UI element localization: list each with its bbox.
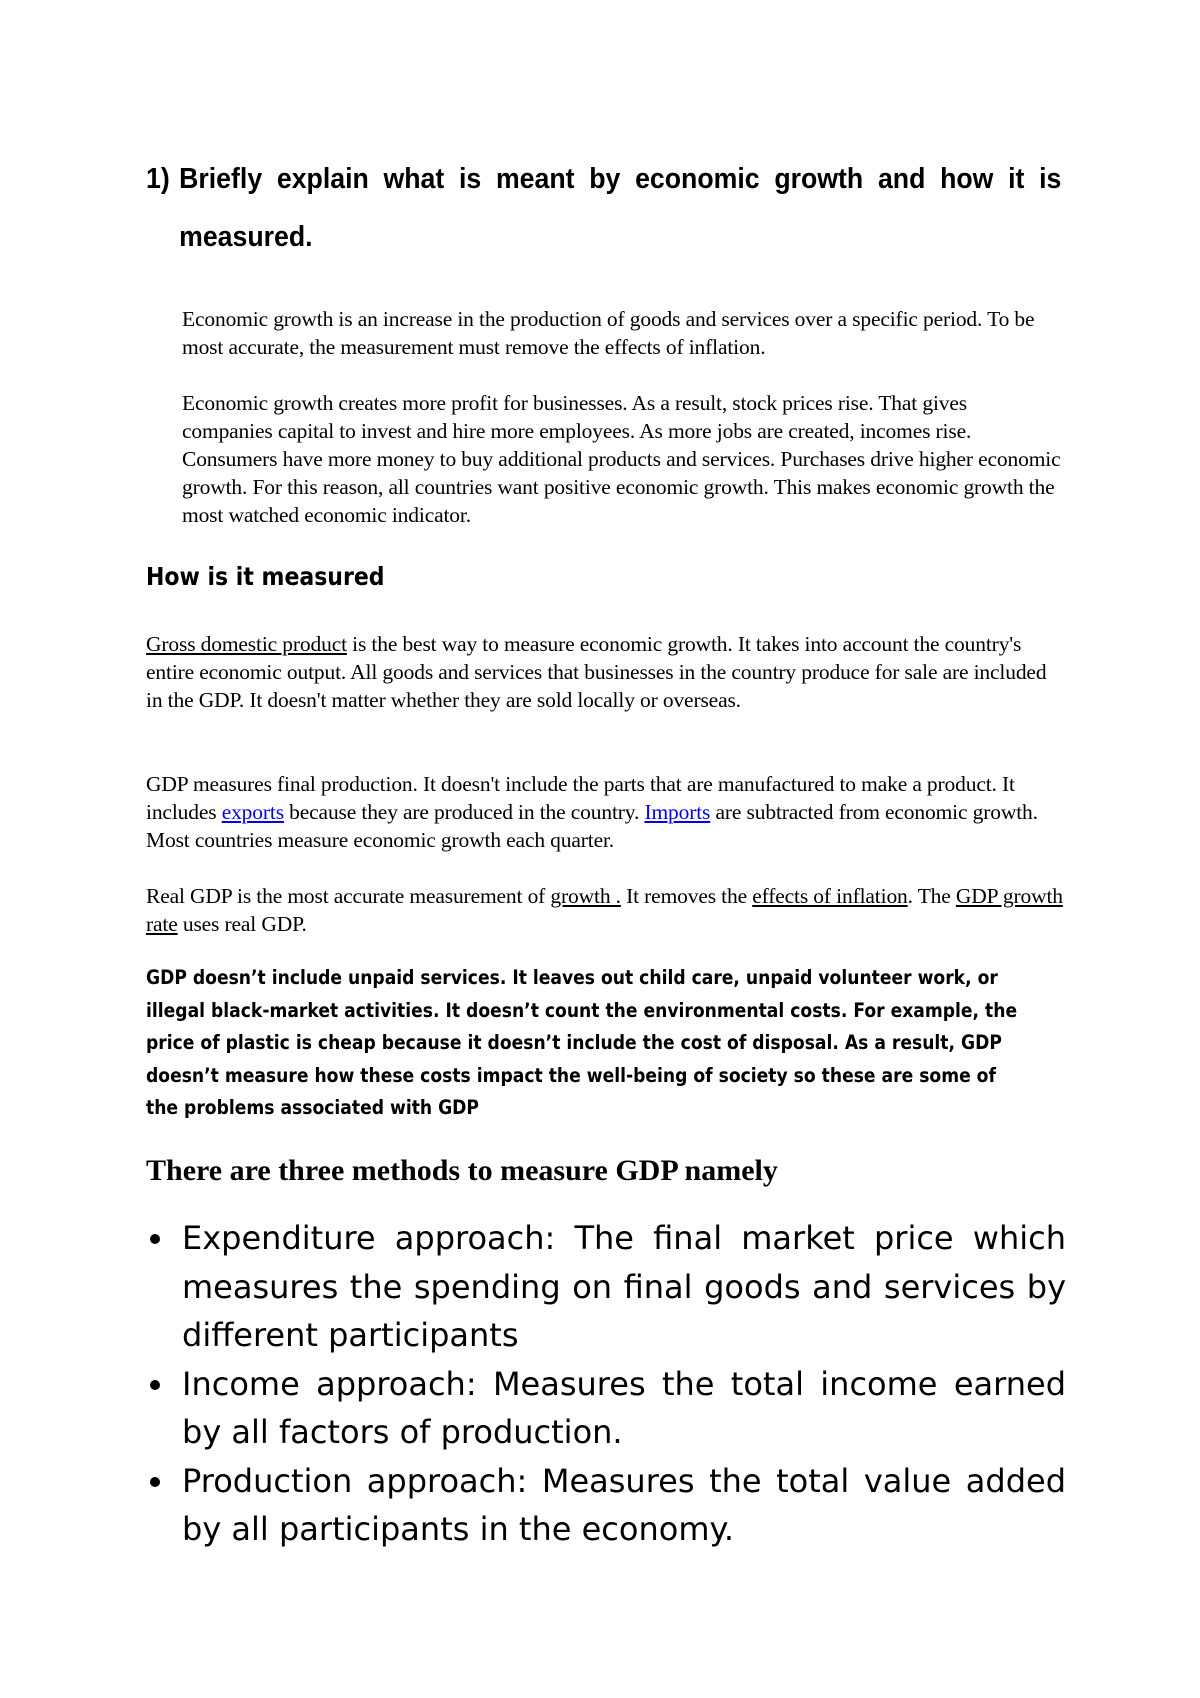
imports-link[interactable]: Imports xyxy=(644,800,711,824)
intro-paragraph-2: Economic growth creates more profit for businesses. As a result, stock prices rise. That gives companies capital to invest and hire more employees. As more jobs are created, incomes rise. Consumers have more money to buy additional products and services. Purchases drive higher economic growth. For this reason, all countries want positive economic growth. This makes economic growth the most watched economic indicator. xyxy=(182,391,1061,527)
growth-link[interactable]: growth . xyxy=(550,884,621,908)
real-gdp-text-3: . The xyxy=(907,884,956,908)
list-item xyxy=(146,1457,1066,1554)
methods-list xyxy=(146,1214,1066,1554)
final-production-paragraph xyxy=(146,770,1066,854)
how-measured-heading: How is it measured xyxy=(146,562,385,591)
real-gdp-text-2: It removes the xyxy=(620,884,753,908)
bullet-icon xyxy=(150,1380,160,1390)
methods-heading: There are three methods to measure GDP namely xyxy=(146,1154,778,1187)
gdp-growth-rate-link[interactable]: GDP growth rate xyxy=(146,884,1063,936)
list-item xyxy=(146,1360,1066,1457)
final-production-text-2: because they are produced in the country. xyxy=(283,800,645,824)
method-expenditure: Expenditure approach: The final market price which measures the spending on final goods and services by different participants xyxy=(182,1219,1066,1354)
method-income: Income approach: Measures the total income earned by all factors of production. xyxy=(182,1364,1066,1451)
bullet-icon xyxy=(150,1234,160,1244)
gdp-paragraph-text: is the best way to measure economic growth. It takes into account the country's entire economic output. All goods and services that businesses in the country produce for sale are included in the GDP. It doesn't matter whether they are sold locally or overseas. xyxy=(146,632,1047,712)
real-gdp-text-4: uses real GDP. xyxy=(177,912,307,936)
exports-link[interactable]: exports xyxy=(221,800,284,824)
method-production: Production approach: Measures the total value added by all participants in the economy. xyxy=(182,1461,1066,1548)
final-production-text-1: GDP measures final production. It doesn't include the parts that are manufactured to make a product. It includes xyxy=(146,772,1015,824)
gdp-link[interactable]: Gross domestic product xyxy=(146,632,347,656)
intro-paragraph-1: Economic growth is an increase in the production of goods and services over a specific period. To be most accurate, the measurement must remove the effects of inflation. xyxy=(182,307,1035,359)
real-gdp-paragraph xyxy=(146,882,1066,938)
final-production-text-3: are subtracted from economic growth. Most countries measure economic growth each quarter. xyxy=(146,800,1038,852)
gdp-problems-paragraph: GDP doesn’t include unpaid services. It leaves out child care, unpaid volunteer work, or illegal black-market activities. It doesn’t count the environmental costs. For example, the price of plastic is cheap because it doesn’t include the cost of disposal. As a result, GDP doesn’t measure how these costs impact the well-being of society so these are some of the problems associated with GDP xyxy=(146,966,1018,1119)
bullet-icon xyxy=(150,1477,160,1487)
question-text: Briefly explain what is meant by economic growth and how it is measured. xyxy=(179,163,1062,253)
effects-of-inflation-link[interactable]: effects of inflation xyxy=(752,884,908,908)
real-gdp-text-1: Real GDP is the most accurate measurement of xyxy=(146,884,551,908)
question-heading xyxy=(146,150,1061,266)
gdp-paragraph xyxy=(146,630,1066,714)
list-item xyxy=(146,1214,1066,1360)
question-number: 1) xyxy=(146,163,170,195)
